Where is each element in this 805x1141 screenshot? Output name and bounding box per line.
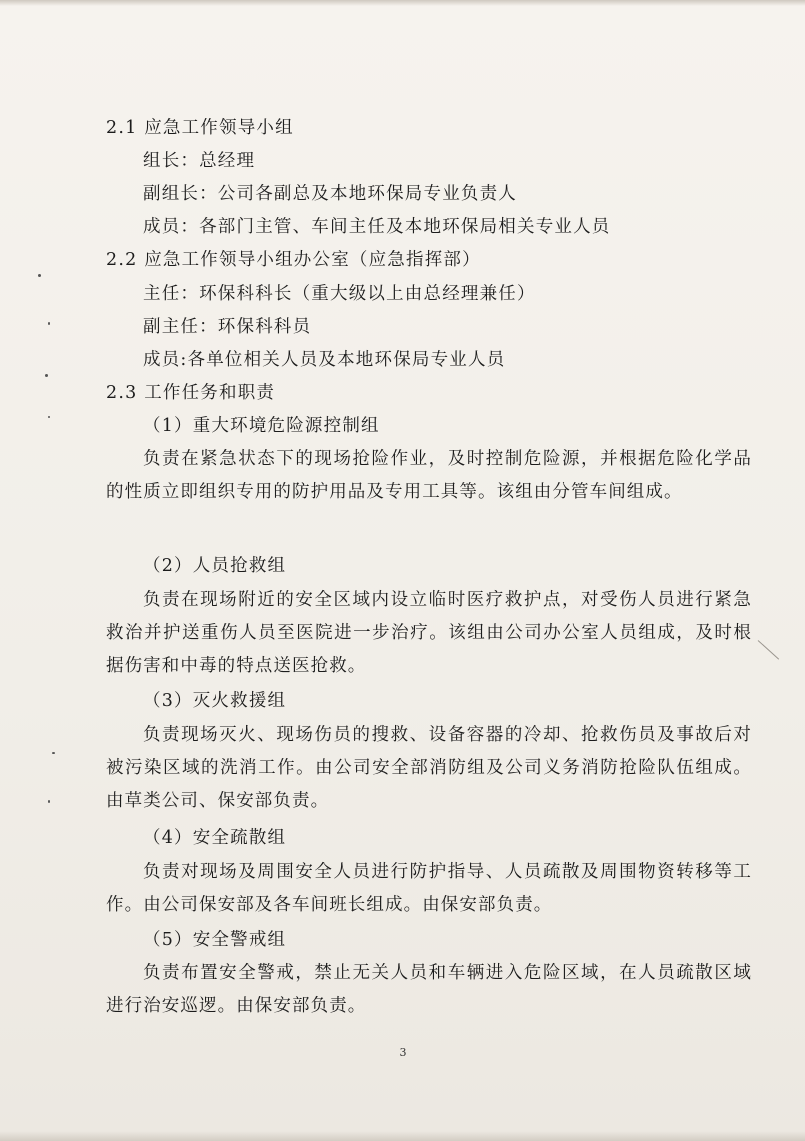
group-3-title: （3）灭火救援组 (143, 691, 287, 711)
group-4-body: 负责对现场及周围安全人员进行防护指导、人员疏散及周围物资转移等工作。由公司保安部及各车间班长组成。由保安部负责。 (106, 862, 752, 915)
scan-speck (48, 416, 50, 418)
group-4-title: （4）安全疏散组 (143, 828, 287, 848)
page-number: 3 (399, 1046, 407, 1059)
section-2-1-members: 成员：各部门主管、车间主任及本地环保局相关专业人员 (143, 217, 611, 237)
section-2-1-leader: 组长：总经理 (143, 151, 256, 171)
scan-speck (48, 800, 50, 803)
scan-speck (38, 274, 41, 277)
section-2-2-heading: 2.2 应急工作领导小组办公室（应急指挥部） (106, 250, 481, 270)
scan-scratch (758, 640, 779, 659)
section-2-2-members: 成员:各单位相关人员及本地环保局专业人员 (143, 350, 506, 370)
group-2-body: 负责在现场附近的安全区域内设立临时医疗救护点，对受伤人员进行紧急救治并护送重伤人员至医院进一步治疗。该组由公司办公室人员组成，及时根据伤害和中毒的特点送医抢救。 (106, 590, 752, 676)
group-5-title: （5）安全警戒组 (143, 930, 287, 950)
group-2-title: （2）人员抢救组 (143, 556, 287, 576)
group-1-body: 负责在紧急状态下的现场抢险作业，及时控制危险源，并根据危险化学品的性质立即组织专用的防护用品及专用工具等。该组由分管车间组成。 (106, 449, 752, 502)
scan-speck (45, 374, 48, 377)
section-2-3-heading: 2.3 工作任务和职责 (106, 383, 276, 403)
scan-speck (48, 322, 50, 325)
scan-bottom-edge (0, 1131, 805, 1141)
scan-top-edge (0, 0, 805, 6)
group-1-title: （1）重大环境危险源控制组 (143, 416, 380, 436)
group-5-body: 负责布置安全警戒，禁止无关人员和车辆进入危险区域，在人员疏散区域进行治安巡逻。由保安部负责。 (106, 963, 752, 1016)
group-3-body: 负责现场灭火、现场伤员的搜救、设备容器的冷却、抢救伤员及事故后对被污染区域的洗消工作。由公司安全部消防组及公司义务消防抢险队伍组成。由草类公司、保安部负责。 (106, 725, 752, 811)
section-2-2-director: 主任：环保科科长（重大级以上由总经理兼任） (143, 284, 536, 304)
scan-speck (52, 752, 55, 754)
section-2-2-deputy: 副主任：环保科科员 (143, 317, 312, 337)
section-2-1-deputy: 副组长：公司各副总及本地环保局专业负责人 (143, 184, 517, 204)
section-2-1-heading: 2.1 应急工作领导小组 (106, 118, 294, 138)
